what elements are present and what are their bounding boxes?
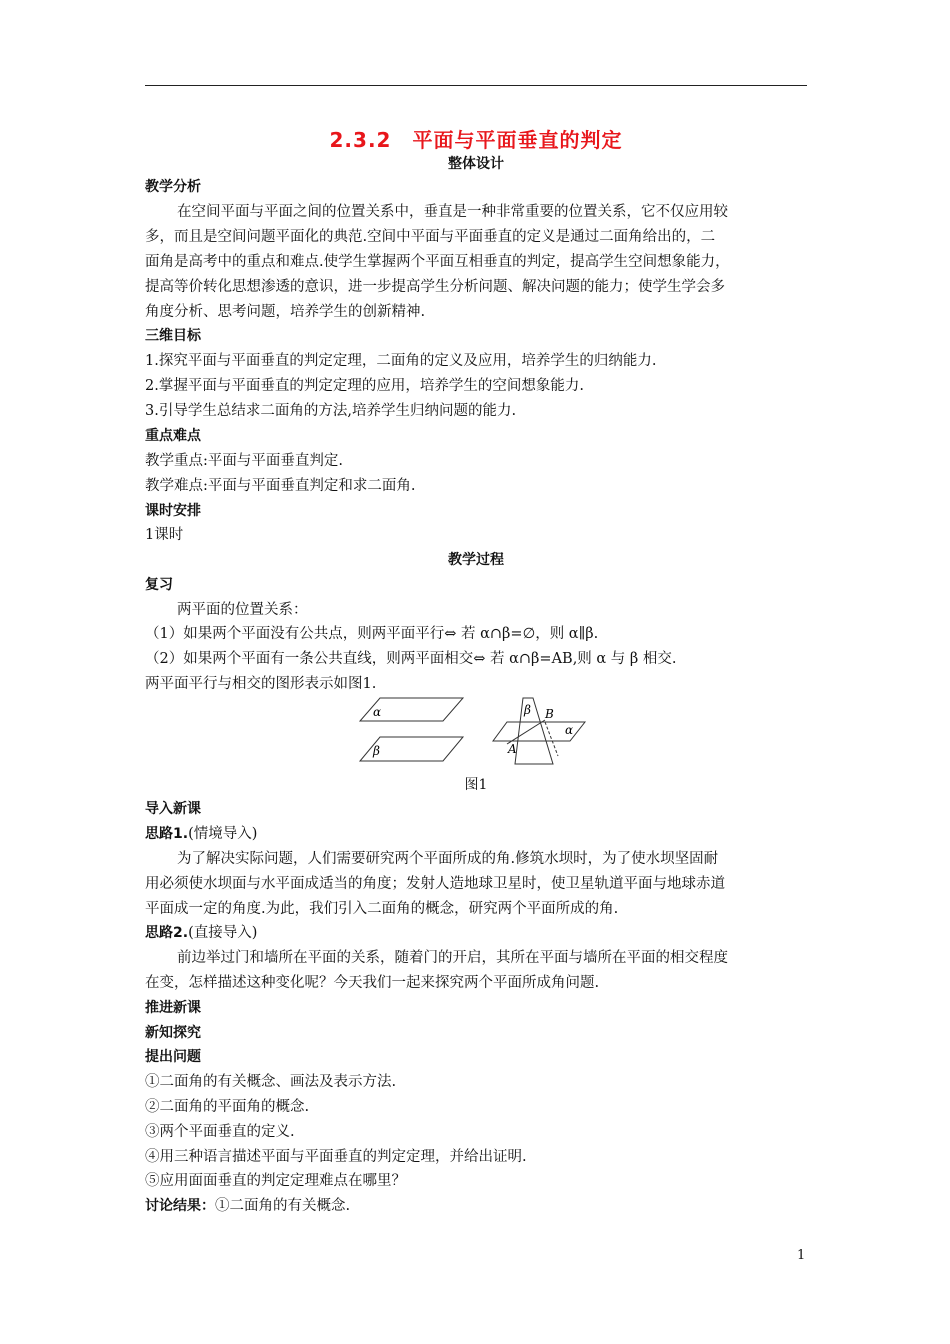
section-heading: 复习	[145, 577, 173, 593]
header-rule	[145, 85, 807, 86]
paragraph-line: 角度分析、思考问题，培养学生的创新精神.	[145, 304, 426, 320]
process-heading: 教学过程	[448, 552, 504, 568]
subtitle: 整体设计	[448, 156, 504, 172]
paragraph-line: 在空间平面与平面之间的位置关系中，垂直是一种非常重要的位置关系，它不仅应用较	[177, 204, 728, 220]
idea-2-tag: (直接导入)	[188, 925, 258, 941]
section-heading: 三维目标	[145, 328, 201, 344]
section-heading: 课时安排	[145, 503, 201, 519]
paragraph-line: 提高等价转化思想渗透的意识，进一步提高学生分析问题、解决问题的能力；使学生学会多	[145, 279, 725, 295]
label-beta-1: β	[373, 744, 380, 758]
label-B: B	[545, 707, 554, 721]
question-item: ④用三种语言描述平面与平面垂直的判定定理，并给出证明.	[145, 1149, 527, 1165]
intersection-line	[507, 720, 545, 744]
result-text: ①二面角的有关概念.	[215, 1198, 351, 1214]
figure-caption: 图1	[464, 777, 488, 793]
review-item: （2）如果两个平面有一条公共直线，则两平面相交⇔ 若 α∩β=AB,则 α 与 β 相交.	[145, 651, 677, 667]
section-heading: 提出问题	[145, 1049, 201, 1065]
goal-item: 2.掌握平面与平面垂直的判定定理的应用，培养学生的空间想象能力.	[145, 378, 584, 394]
paragraph-line: 两平面的位置关系：	[177, 602, 308, 618]
question-item: ②二面角的平面角的概念.	[145, 1099, 310, 1115]
question-item: ①二面角的有关概念、画法及表示方法.	[145, 1074, 397, 1090]
paragraph-line: 多，而且是空间问题平面化的典范.空间中平面与平面垂直的定义是通过二面角给出的，二	[145, 229, 716, 245]
page-number: 1	[797, 1248, 806, 1263]
paragraph-line: 在变，怎样描述这种变化呢？今天我们一起来探究两个平面所成角问题.	[145, 975, 600, 991]
label-alpha-1: α	[373, 705, 382, 719]
section-heading: 重点难点	[145, 428, 201, 444]
goal-item: 1.探究平面与平面垂直的判定定理，二面角的定义及应用，培养学生的归纳能力.	[145, 353, 657, 369]
section-heading: 教学分析	[145, 179, 201, 195]
idea-2-heading	[145, 921, 807, 946]
question-item: ③两个平面垂直的定义.	[145, 1124, 295, 1140]
result-label: 讨论结果：	[145, 1198, 215, 1214]
paragraph-line: 前边举过门和墙所在平面的关系，随着门的开启，其所在平面与墙所在平面的相交程度	[177, 950, 728, 966]
goal-item: 3.引导学生总结求二面角的方法,培养学生归纳问题的能力.	[145, 403, 517, 419]
review-item: （1）如果两个平面没有公共点，则两平面平行⇔ 若 α∩β=∅，则 α∥β.	[145, 626, 599, 642]
key-point: 教学重点:平面与平面垂直判定.	[145, 453, 343, 469]
label-A: A	[508, 742, 517, 756]
hidden-edge	[545, 722, 558, 756]
discussion-result	[145, 1194, 807, 1219]
idea-1-label: 思路1.	[145, 826, 189, 842]
section-heading: 推进新课	[145, 1000, 201, 1016]
label-beta-2: β	[524, 703, 531, 717]
figure-1	[355, 696, 595, 768]
idea-1-tag: (情境导入)	[188, 826, 258, 842]
section-heading: 新知探究	[145, 1025, 201, 1041]
key-point: 教学难点:平面与平面垂直判定和求二面角.	[145, 478, 416, 494]
idea-1-heading	[145, 822, 807, 847]
question-item: ⑤应用面面垂直的判定定理难点在哪里？	[145, 1173, 406, 1189]
paragraph-line: 为了解决实际问题，人们需要研究两个平面所成的角.修筑水坝时，为了使水坝坚固耐	[177, 851, 719, 867]
class-hours: 1课时	[145, 527, 184, 543]
page-title: 2.3.2 平面与平面垂直的判定	[329, 128, 623, 152]
paragraph-line: 两平面平行与相交的图形表示如图1.	[145, 676, 377, 692]
paragraph-line: 平面成一定的角度.为此，我们引入二面角的概念，研究两个平面所成的角.	[145, 901, 619, 917]
label-alpha-2: α	[565, 723, 574, 737]
section-heading: 导入新课	[145, 801, 201, 817]
paragraph-line: 面角是高考中的重点和难点.使学生掌握两个平面互相垂直的判定，提高学生空间想象能力，	[145, 254, 730, 270]
idea-2-label: 思路2.	[145, 925, 189, 941]
paragraph-line: 用必须使水坝面与水平面成适当的角度；发射人造地球卫星时，使卫星轨道平面与地球赤道	[145, 876, 725, 892]
